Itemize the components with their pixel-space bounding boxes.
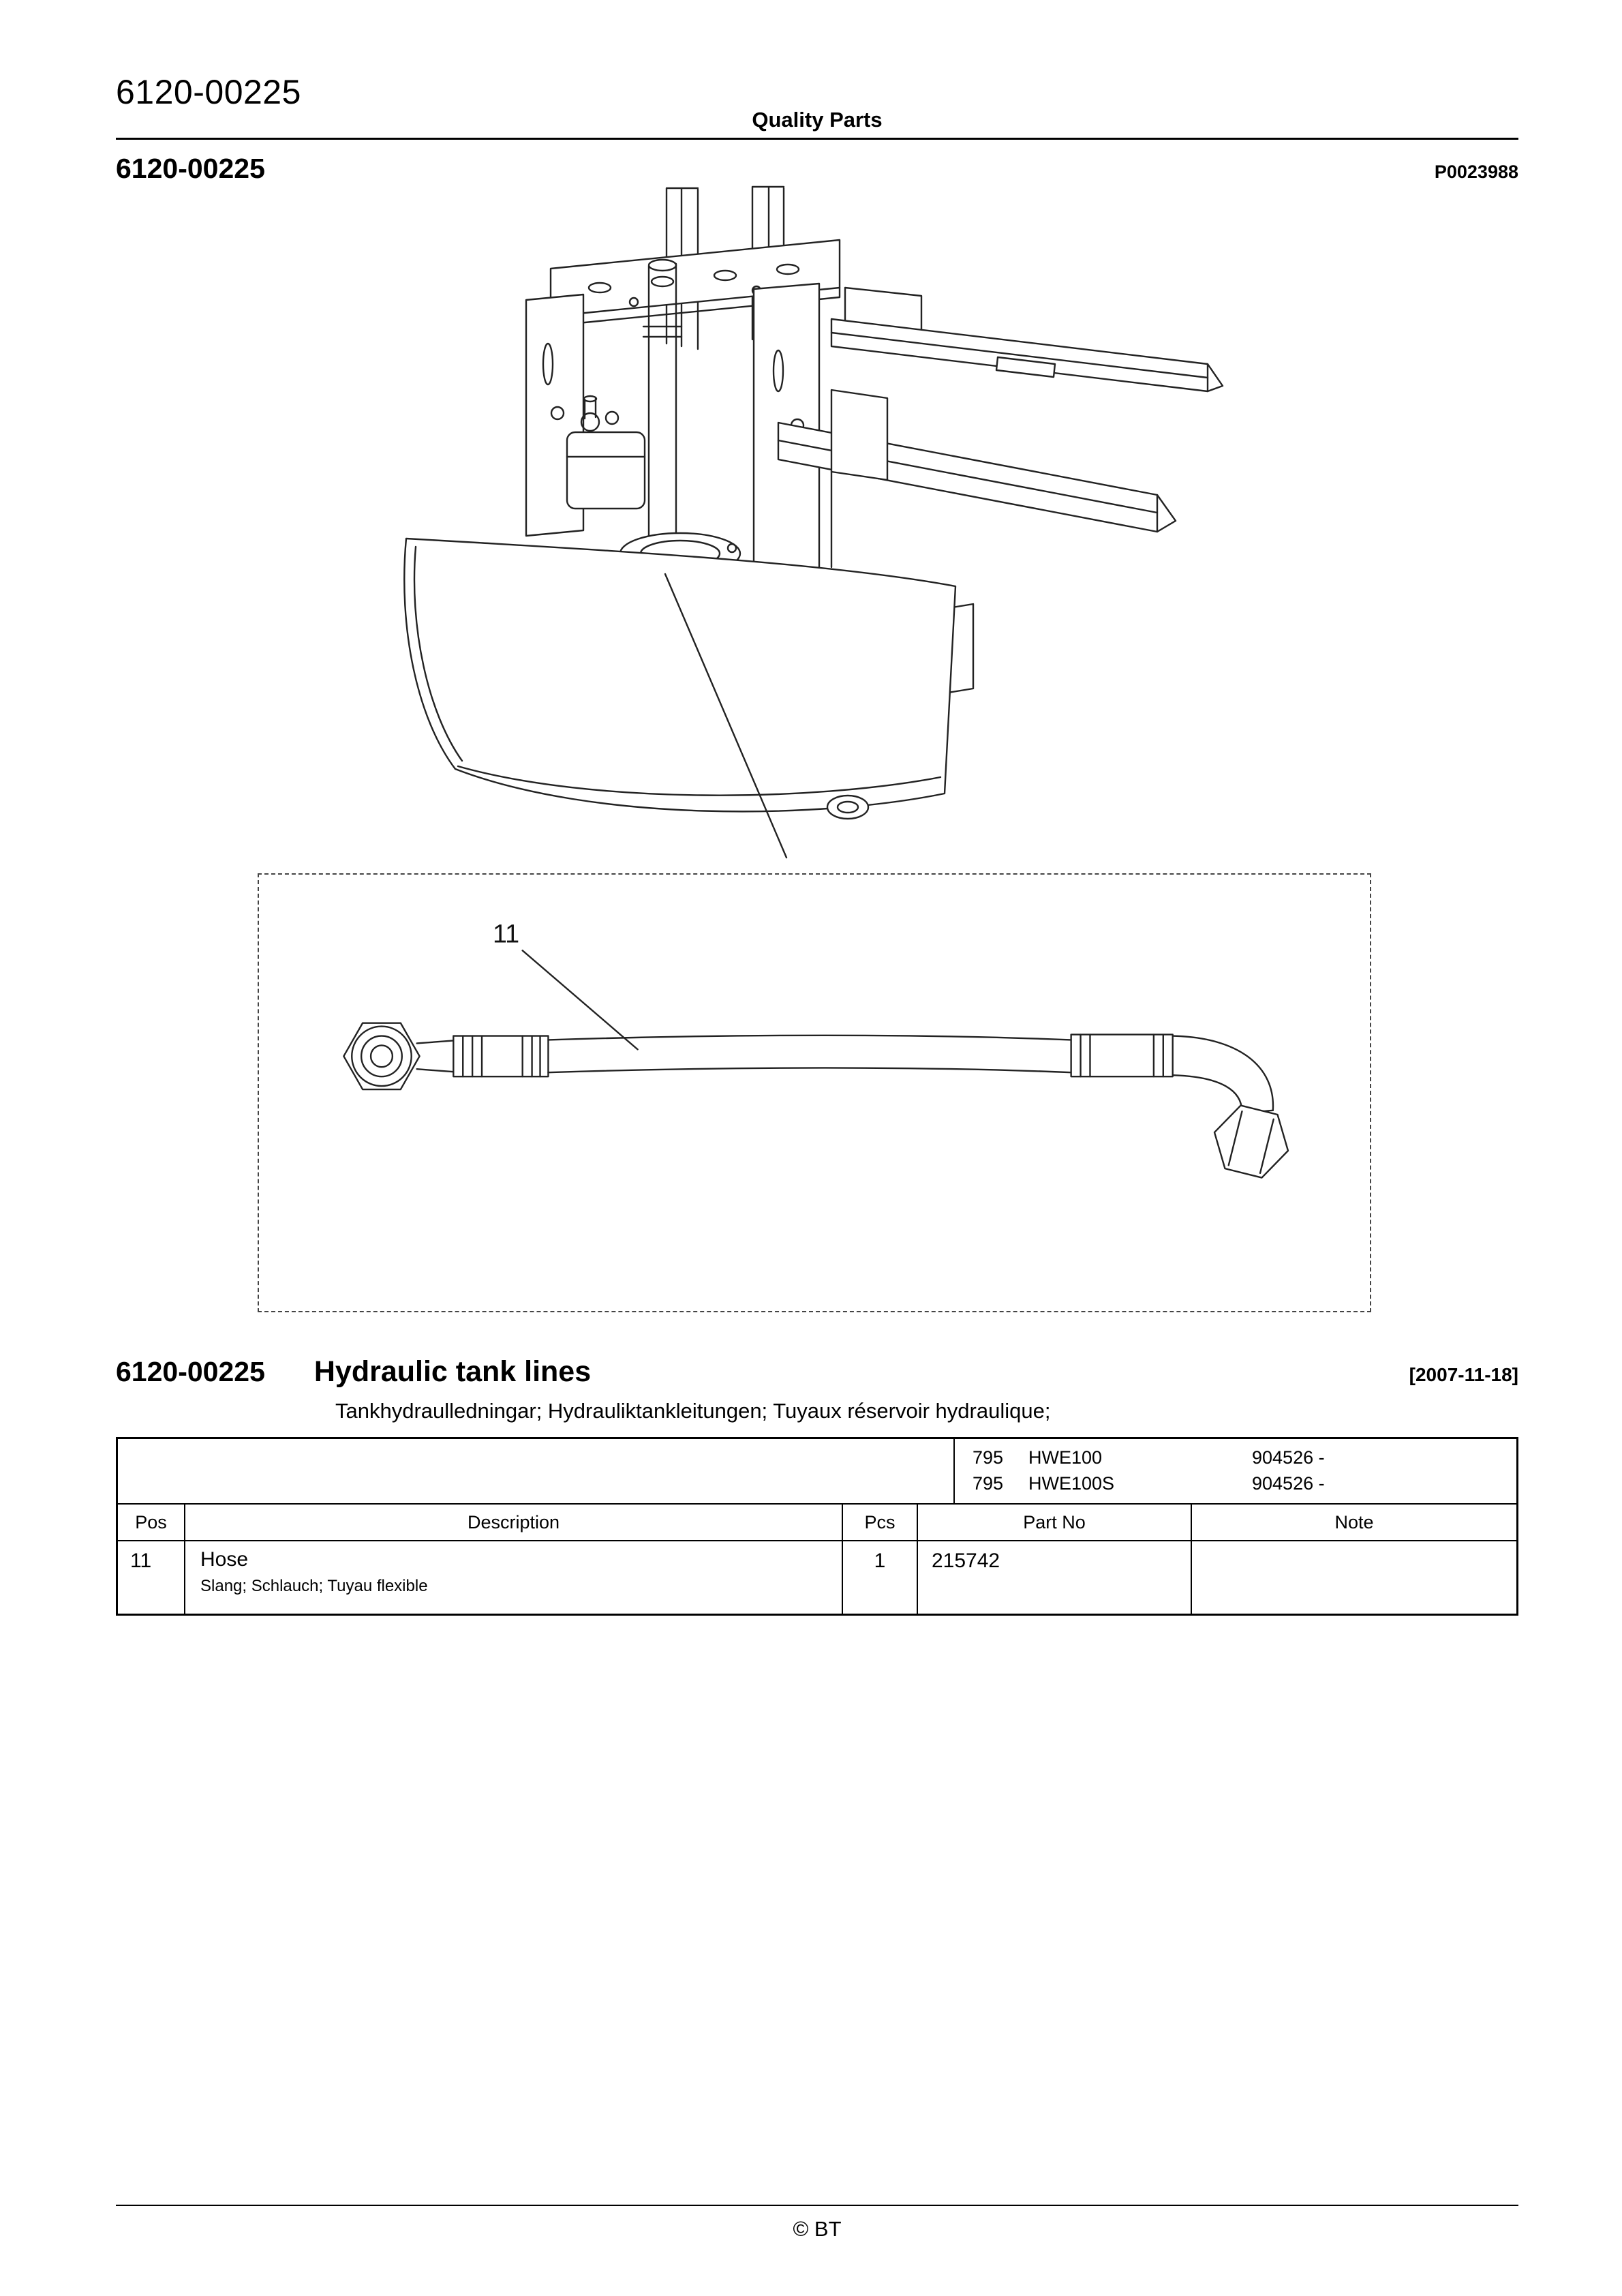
section-subtitle: Tankhydraulledningar; Hydrauliktankleitungen; Tuyaux réservoir hydraulique; bbox=[335, 1399, 1051, 1423]
plate-code: P0023988 bbox=[1434, 162, 1518, 182]
front-cover bbox=[404, 539, 955, 811]
subheader bbox=[116, 153, 1518, 185]
cell-description bbox=[185, 1541, 843, 1614]
model-line bbox=[118, 1473, 1516, 1496]
section-date: [2007-11-18] bbox=[1409, 1364, 1518, 1385]
model-code: 795 bbox=[973, 1447, 1004, 1468]
model-name: HWE100S bbox=[1028, 1473, 1115, 1494]
model-name: HWE100 bbox=[1028, 1447, 1103, 1468]
column-header-pcs: Pcs bbox=[843, 1505, 918, 1540]
description-main: Hose bbox=[200, 1548, 249, 1571]
hose-drawing bbox=[259, 875, 1370, 1311]
section-title: Hydraulic tank lines bbox=[313, 1355, 592, 1388]
model-line bbox=[118, 1447, 1516, 1470]
description-translations: Slang; Schlauch; Tuyau flexible bbox=[200, 1577, 428, 1595]
column-header-pos: Pos bbox=[118, 1505, 185, 1540]
section-heading bbox=[116, 1355, 1518, 1389]
detail-callout-box bbox=[258, 873, 1371, 1312]
parts-table bbox=[116, 1437, 1518, 1616]
caster-wheel bbox=[827, 796, 868, 819]
cell-part-no: 215742 bbox=[918, 1541, 1192, 1614]
column-header-note: Note bbox=[1334, 1511, 1374, 1532]
right-crimp-sleeve bbox=[1071, 1035, 1173, 1077]
subheader-doc-number: 6120-00225 bbox=[116, 153, 265, 184]
cell-note bbox=[1192, 1541, 1516, 1614]
footer-copyright: © BT bbox=[793, 2217, 842, 2241]
model-serial: 904526 - bbox=[1252, 1473, 1325, 1494]
column-header-part-no: Part No bbox=[918, 1505, 1192, 1540]
eye-fitting bbox=[343, 1023, 453, 1089]
table-header-row bbox=[118, 1505, 1516, 1541]
header-rule bbox=[116, 138, 1518, 140]
callout-leader-line bbox=[523, 950, 638, 1049]
footer-rule bbox=[116, 2205, 1518, 2206]
header-brand-title: Quality Parts bbox=[752, 108, 883, 132]
section-doc-number: 6120-00225 bbox=[116, 1356, 265, 1387]
cell-pcs: 1 bbox=[843, 1541, 918, 1614]
page-doc-number: 6120-00225 bbox=[116, 73, 301, 111]
callout-label: 11 bbox=[492, 920, 520, 949]
model-header bbox=[118, 1439, 1516, 1505]
model-serial: 904526 - bbox=[1252, 1447, 1325, 1468]
cell-pos: 11 bbox=[118, 1541, 185, 1614]
machine-line-drawing bbox=[395, 185, 1223, 874]
elbow-fitting bbox=[1173, 1036, 1296, 1183]
column-header-description: Description bbox=[185, 1505, 843, 1540]
model-code: 795 bbox=[973, 1473, 1004, 1494]
left-crimp-sleeve bbox=[453, 1036, 548, 1077]
table-row bbox=[118, 1541, 1516, 1614]
